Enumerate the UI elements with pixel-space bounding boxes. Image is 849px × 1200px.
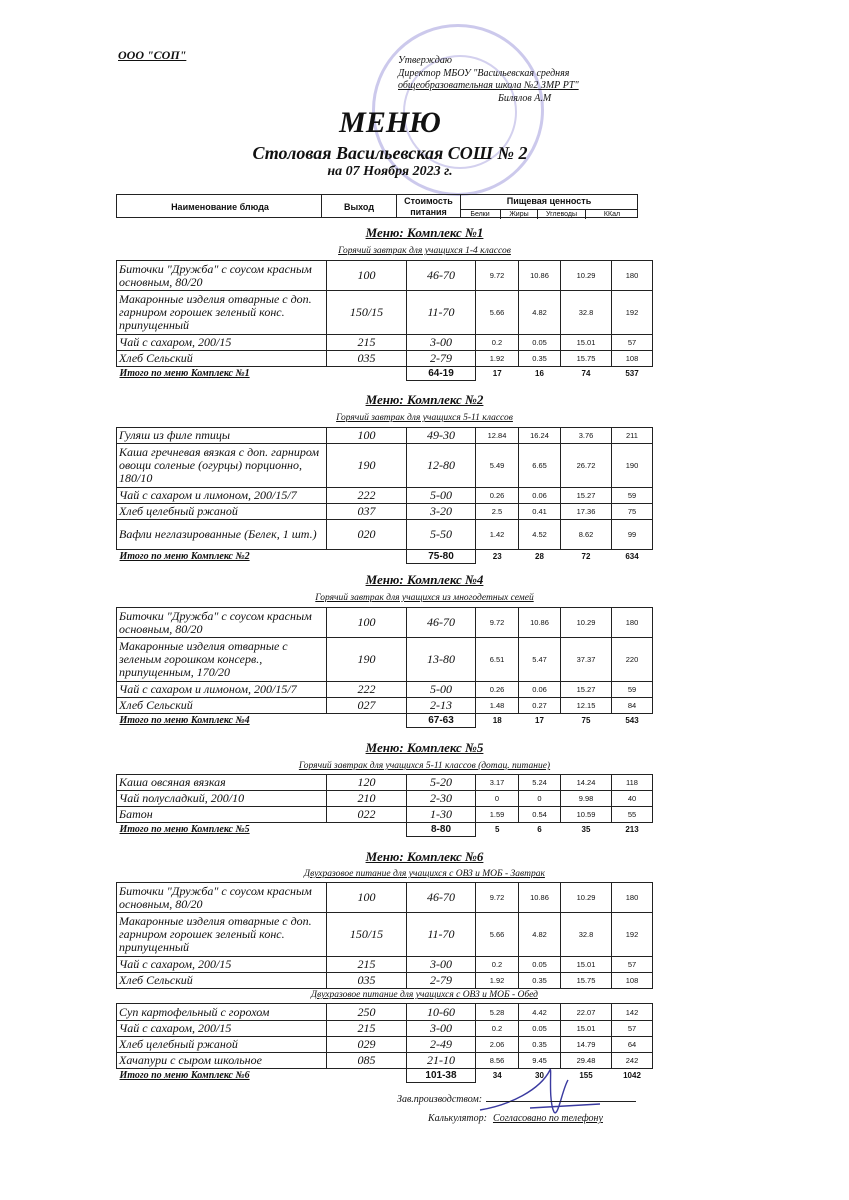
dish-yield: 150/15	[327, 291, 407, 335]
dish-protein: 5.28	[476, 1004, 519, 1021]
table-row	[117, 807, 653, 823]
total-row	[117, 714, 653, 728]
menu-table	[116, 260, 653, 381]
dish-carbs: 10.29	[561, 261, 612, 291]
dish-yield: 029	[327, 1037, 407, 1053]
dish-fat: 0.06	[519, 488, 561, 504]
approval-line: Утверждаю	[398, 55, 452, 66]
dish-carbs: 14.24	[561, 775, 612, 791]
dish-yield: 190	[327, 638, 407, 682]
dish-price: 2-30	[407, 791, 476, 807]
total-label: Итого по меню Комплекс №1	[119, 368, 250, 380]
dish-kcal: 142	[612, 1004, 653, 1021]
total-row	[117, 550, 653, 564]
dish-name: Хлеб целебный ржаной	[117, 504, 327, 520]
dish-kcal: 180	[612, 883, 653, 913]
dish-carbs: 9.98	[561, 791, 612, 807]
dish-yield: 222	[327, 488, 407, 504]
header-name-cell	[116, 194, 322, 218]
group-subtitle: Двухразовое питание для учащихся с ОВЗ и МОБ - Обед	[311, 990, 538, 1000]
dish-price: 46-70	[407, 261, 476, 291]
total-protein: 34	[492, 1071, 502, 1081]
dish-name: Вафли неглазированные (Белек, 1 шт.)	[117, 520, 327, 550]
dish-name: Каша овсяная вязкая	[117, 775, 327, 791]
footer-manager	[397, 1094, 636, 1105]
total-carbs: 155	[579, 1071, 593, 1081]
dish-fat: 6.65	[519, 444, 561, 488]
total-fat: 17	[535, 716, 544, 726]
dish-protein: 5.66	[476, 291, 519, 335]
table-row	[117, 444, 653, 488]
dish-name: Чай с сахаром и лимоном, 200/15/7	[117, 488, 327, 504]
dish-protein: 12.84	[476, 428, 519, 444]
dish-yield: 190	[327, 444, 407, 488]
dish-fat: 0.41	[519, 504, 561, 520]
dish-name: Хачапури с сыром школьное	[117, 1053, 327, 1069]
dish-kcal: 55	[612, 807, 653, 823]
dish-fat: 4.82	[519, 913, 561, 957]
section-title: Меню: Комплекс №5	[365, 740, 484, 755]
manager-label: Зав.производством:	[397, 1094, 483, 1105]
total-kcal: 1042	[623, 1071, 641, 1081]
total-label: Итого по меню Комплекс №5	[119, 824, 250, 836]
dish-yield: 027	[327, 698, 407, 714]
total-price: 75-80	[407, 550, 476, 564]
dish-name: Чай полусладкий, 200/10	[117, 791, 327, 807]
dish-protein: 8.56	[476, 1053, 519, 1069]
dish-carbs: 26.72	[561, 444, 612, 488]
approval-line: Директор МБОУ "Васильевская средняя	[398, 67, 570, 79]
dish-protein: 9.72	[476, 608, 519, 638]
table-row	[117, 775, 653, 791]
total-fat: 6	[537, 825, 542, 835]
dish-kcal: 108	[612, 973, 653, 989]
dish-yield: 215	[327, 335, 407, 351]
dish-protein: 1.92	[476, 973, 519, 989]
dish-price: 1-30	[407, 807, 476, 823]
dish-price: 2-79	[407, 351, 476, 367]
dish-fat: 0.54	[519, 807, 561, 823]
table-row	[117, 291, 653, 335]
dish-kcal: 118	[612, 775, 653, 791]
dish-fat: 0.35	[519, 1037, 561, 1053]
total-protein: 17	[492, 369, 502, 379]
menu-table	[116, 882, 653, 989]
table-row	[117, 1053, 653, 1069]
dish-protein: 5.49	[476, 444, 519, 488]
table-row	[117, 488, 653, 504]
dish-kcal: 57	[612, 1021, 653, 1037]
page-title: МЕНЮ	[339, 106, 441, 139]
total-row	[117, 367, 653, 381]
dish-yield: 085	[327, 1053, 407, 1069]
dish-fat: 0.35	[519, 973, 561, 989]
dish-protein: 0.26	[476, 682, 519, 698]
section-title: Меню: Комплекс №1	[365, 225, 484, 240]
dish-kcal: 84	[612, 698, 653, 714]
dish-yield: 100	[327, 428, 407, 444]
dish-carbs: 15.75	[561, 973, 612, 989]
dish-price: 13-80	[407, 638, 476, 682]
dish-kcal: 220	[612, 638, 653, 682]
dish-fat: 0.05	[519, 1021, 561, 1037]
dish-fat: 0.05	[519, 957, 561, 973]
table-row	[117, 883, 653, 913]
total-price: 64-19	[407, 367, 476, 381]
dish-name: Биточки "Дружба" с соусом красным основным, 80/20	[117, 883, 327, 913]
dish-yield: 215	[327, 1021, 407, 1037]
menu-date: на 07 Ноября 2023 г.	[327, 164, 453, 179]
dish-kcal: 57	[612, 335, 653, 351]
dish-carbs: 10.59	[561, 807, 612, 823]
dish-kcal: 192	[612, 913, 653, 957]
table-header	[116, 194, 638, 218]
dish-name: Хлеб целебный ржаной	[117, 1037, 327, 1053]
dish-name: Хлеб Сельский	[117, 351, 327, 367]
dish-yield: 022	[327, 807, 407, 823]
dish-carbs: 10.29	[561, 883, 612, 913]
total-kcal: 537	[625, 369, 639, 379]
dish-kcal: 64	[612, 1037, 653, 1053]
dish-protein: 1.59	[476, 807, 519, 823]
total-row	[117, 1069, 653, 1083]
dish-name: Биточки "Дружба" с соусом красным основным, 80/20	[117, 608, 327, 638]
group-subtitle: Горячий завтрак для учащихся 5-11 классов (дотац. питание)	[298, 761, 551, 771]
page-subtitle: Столовая Васильевская СОШ № 2	[252, 143, 528, 163]
dish-price: 11-70	[407, 291, 476, 335]
dish-protein: 9.72	[476, 883, 519, 913]
dish-price: 21-10	[407, 1053, 476, 1069]
dish-yield: 035	[327, 351, 407, 367]
dish-fat: 4.52	[519, 520, 561, 550]
dish-carbs: 15.01	[561, 957, 612, 973]
total-price: 101-38	[407, 1069, 476, 1083]
dish-yield: 100	[327, 261, 407, 291]
dish-name: Гуляш из филе птицы	[117, 428, 327, 444]
dish-fat: 4.42	[519, 1004, 561, 1021]
group-subtitle: Двухразовое питание для учащихся с ОВЗ и МОБ - Завтрак	[304, 869, 545, 879]
section-title: Меню: Комплекс №6	[365, 849, 484, 864]
dish-protein: 0	[476, 791, 519, 807]
dish-yield: 120	[327, 775, 407, 791]
table-row	[117, 608, 653, 638]
footer-calculator	[428, 1113, 603, 1124]
dish-name: Чай с сахаром и лимоном, 200/15/7	[117, 682, 327, 698]
total-protein: 5	[495, 825, 500, 835]
dish-kcal: 211	[612, 428, 653, 444]
dish-kcal: 99	[612, 520, 653, 550]
dish-carbs: 17.36	[561, 504, 612, 520]
signature-line	[486, 1101, 636, 1102]
dish-fat: 10.86	[519, 608, 561, 638]
dish-protein: 0.2	[476, 957, 519, 973]
organization-name: ООО "СОП"	[118, 48, 187, 62]
total-price: 67-63	[407, 714, 476, 728]
dish-fat: 5.24	[519, 775, 561, 791]
dish-carbs: 12.15	[561, 698, 612, 714]
header-kcal: ККал	[585, 209, 638, 219]
table-row	[117, 504, 653, 520]
table-row	[117, 791, 653, 807]
dish-kcal: 192	[612, 291, 653, 335]
group-subtitle: Горячий завтрак для учащихся из многодетных семей	[315, 593, 534, 603]
dish-fat: 0.35	[519, 351, 561, 367]
dish-kcal: 108	[612, 351, 653, 367]
total-carbs: 35	[581, 825, 591, 835]
dish-yield: 020	[327, 520, 407, 550]
dish-name: Каша гречневая вязкая с доп. гарниром овощи соленые (огурцы) порционно, 180/10	[117, 444, 327, 488]
dish-kcal: 190	[612, 444, 653, 488]
total-protein: 23	[492, 552, 502, 562]
dish-protein: 2.5	[476, 504, 519, 520]
total-label: Итого по меню Комплекс №6	[119, 1070, 250, 1082]
dish-protein: 0.2	[476, 335, 519, 351]
dish-name: Чай с сахаром, 200/15	[117, 1021, 327, 1037]
dish-price: 49-30	[407, 428, 476, 444]
dish-protein: 0.2	[476, 1021, 519, 1037]
dish-kcal: 180	[612, 608, 653, 638]
table-row	[117, 1004, 653, 1021]
dish-protein: 0.26	[476, 488, 519, 504]
table-row	[117, 520, 653, 550]
dish-yield: 100	[327, 883, 407, 913]
dish-carbs: 15.75	[561, 351, 612, 367]
table-row	[117, 1037, 653, 1053]
dish-price: 3-00	[407, 1021, 476, 1037]
header-price-line1: Стоимость	[404, 196, 453, 206]
table-row	[117, 957, 653, 973]
dish-fat: 10.86	[519, 883, 561, 913]
approval-line: общеобразовательная школа №2 ЗМР РТ"	[398, 80, 579, 91]
table-row	[117, 261, 653, 291]
dish-kcal: 242	[612, 1053, 653, 1069]
dish-name: Биточки "Дружба" с соусом красным основным, 80/20	[117, 261, 327, 291]
header-yield-cell	[321, 194, 397, 218]
dish-fat: 0.06	[519, 682, 561, 698]
header-nutrition: Пищевая ценность	[506, 196, 592, 206]
dish-carbs: 3.76	[561, 428, 612, 444]
dish-name: Суп картофельный с горохом	[117, 1004, 327, 1021]
dish-carbs: 10.29	[561, 608, 612, 638]
table-row	[117, 682, 653, 698]
dish-kcal: 75	[612, 504, 653, 520]
menu-table	[116, 427, 653, 564]
dish-protein: 1.92	[476, 351, 519, 367]
dish-name: Хлеб Сельский	[117, 973, 327, 989]
dish-fat: 0.27	[519, 698, 561, 714]
dish-price: 5-20	[407, 775, 476, 791]
group-subtitle: Горячий завтрак для учащихся 1-4 классов	[338, 246, 511, 256]
header-name: Наименование блюда	[171, 202, 269, 212]
dish-name: Батон	[117, 807, 327, 823]
dish-protein: 2.06	[476, 1037, 519, 1053]
dish-carbs: 37.37	[561, 638, 612, 682]
group-subtitle: Горячий завтрак для учащихся 5-11 классов	[336, 413, 513, 423]
total-fat: 16	[535, 369, 544, 379]
section-title: Меню: Комплекс №2	[365, 392, 484, 407]
total-label: Итого по меню Комплекс №2	[119, 551, 250, 563]
dish-carbs: 15.01	[561, 335, 612, 351]
table-row	[117, 428, 653, 444]
dish-kcal: 40	[612, 791, 653, 807]
total-fat: 30	[535, 1071, 544, 1081]
table-row	[117, 351, 653, 367]
dish-kcal: 180	[612, 261, 653, 291]
dish-name: Чай с сахаром, 200/15	[117, 335, 327, 351]
dish-price: 3-20	[407, 504, 476, 520]
table-row	[117, 1021, 653, 1037]
header-nutrition-cell	[460, 194, 638, 218]
dish-yield: 035	[327, 973, 407, 989]
dish-protein: 1.42	[476, 520, 519, 550]
header-carbs: Углеводы	[537, 209, 585, 219]
dish-protein: 1.48	[476, 698, 519, 714]
dish-kcal: 59	[612, 488, 653, 504]
dish-price: 2-13	[407, 698, 476, 714]
dish-fat: 9.45	[519, 1053, 561, 1069]
total-kcal: 634	[625, 552, 639, 562]
dish-price: 3-00	[407, 335, 476, 351]
table-row	[117, 913, 653, 957]
section-title: Меню: Комплекс №4	[365, 572, 484, 587]
dish-price: 5-00	[407, 488, 476, 504]
dish-carbs: 15.27	[561, 488, 612, 504]
menu-table	[116, 774, 653, 837]
total-protein: 18	[492, 716, 502, 726]
total-label: Итого по меню Комплекс №4	[119, 715, 250, 727]
header-protein: Белки	[460, 209, 500, 219]
header-price-cell	[396, 194, 461, 218]
dish-carbs: 14.79	[561, 1037, 612, 1053]
menu-table	[116, 1003, 653, 1083]
dish-protein: 3.17	[476, 775, 519, 791]
dish-yield: 100	[327, 608, 407, 638]
dish-price: 5-00	[407, 682, 476, 698]
total-kcal: 213	[625, 825, 639, 835]
total-carbs: 72	[581, 552, 591, 562]
dish-yield: 222	[327, 682, 407, 698]
table-row	[117, 335, 653, 351]
total-carbs: 75	[581, 716, 591, 726]
dish-fat: 4.82	[519, 291, 561, 335]
dish-price: 5-50	[407, 520, 476, 550]
total-row	[117, 823, 653, 837]
approval-block	[398, 55, 658, 105]
dish-carbs: 32.8	[561, 913, 612, 957]
dish-yield: 150/15	[327, 913, 407, 957]
dish-protein: 6.51	[476, 638, 519, 682]
menu-table	[116, 607, 653, 728]
dish-fat: 5.47	[519, 638, 561, 682]
table-row	[117, 973, 653, 989]
dish-yield: 037	[327, 504, 407, 520]
total-price: 8-80	[407, 823, 476, 837]
dish-carbs: 22.07	[561, 1004, 612, 1021]
dish-fat: 0	[519, 791, 561, 807]
dish-yield: 210	[327, 791, 407, 807]
dish-price: 2-79	[407, 973, 476, 989]
approval-signatory: Билялов А.М	[498, 92, 552, 104]
dish-kcal: 57	[612, 957, 653, 973]
dish-price: 46-70	[407, 608, 476, 638]
approval-line	[398, 93, 658, 106]
dish-price: 3-00	[407, 957, 476, 973]
dish-yield: 215	[327, 957, 407, 973]
dish-price: 46-70	[407, 883, 476, 913]
dish-name: Макаронные изделия отварные с зеленым горошком консерв., припущенным, 170/20	[117, 638, 327, 682]
calculator-label: Калькулятор:	[428, 1113, 487, 1124]
header-fat: Жиры	[500, 209, 537, 219]
dish-fat: 16.24	[519, 428, 561, 444]
dish-protein: 5.66	[476, 913, 519, 957]
dish-carbs: 29.48	[561, 1053, 612, 1069]
calculator-value: Согласовано по телефону	[492, 1113, 603, 1124]
dish-kcal: 59	[612, 682, 653, 698]
dish-carbs: 15.01	[561, 1021, 612, 1037]
header-yield: Выход	[343, 202, 375, 212]
dish-protein: 9.72	[476, 261, 519, 291]
dish-name: Макаронные изделия отварные с доп. гарниром горошек зеленый конс. припущенный	[117, 913, 327, 957]
dish-price: 2-49	[407, 1037, 476, 1053]
total-carbs: 74	[581, 369, 591, 379]
dish-price: 12-80	[407, 444, 476, 488]
dish-carbs: 8.62	[561, 520, 612, 550]
dish-price: 11-70	[407, 913, 476, 957]
table-row	[117, 638, 653, 682]
dish-name: Макаронные изделия отварные с доп. гарниром горошек зеленый конс. припущенный	[117, 291, 327, 335]
total-fat: 28	[535, 552, 544, 562]
dish-name: Чай с сахаром, 200/15	[117, 957, 327, 973]
dish-fat: 10.86	[519, 261, 561, 291]
total-kcal: 543	[625, 716, 639, 726]
dish-name: Хлеб Сельский	[117, 698, 327, 714]
dish-yield: 250	[327, 1004, 407, 1021]
table-row	[117, 698, 653, 714]
header-price-line2: питания	[410, 207, 447, 217]
dish-carbs: 32.8	[561, 291, 612, 335]
dish-fat: 0.05	[519, 335, 561, 351]
dish-carbs: 15.27	[561, 682, 612, 698]
dish-price: 10-60	[407, 1004, 476, 1021]
